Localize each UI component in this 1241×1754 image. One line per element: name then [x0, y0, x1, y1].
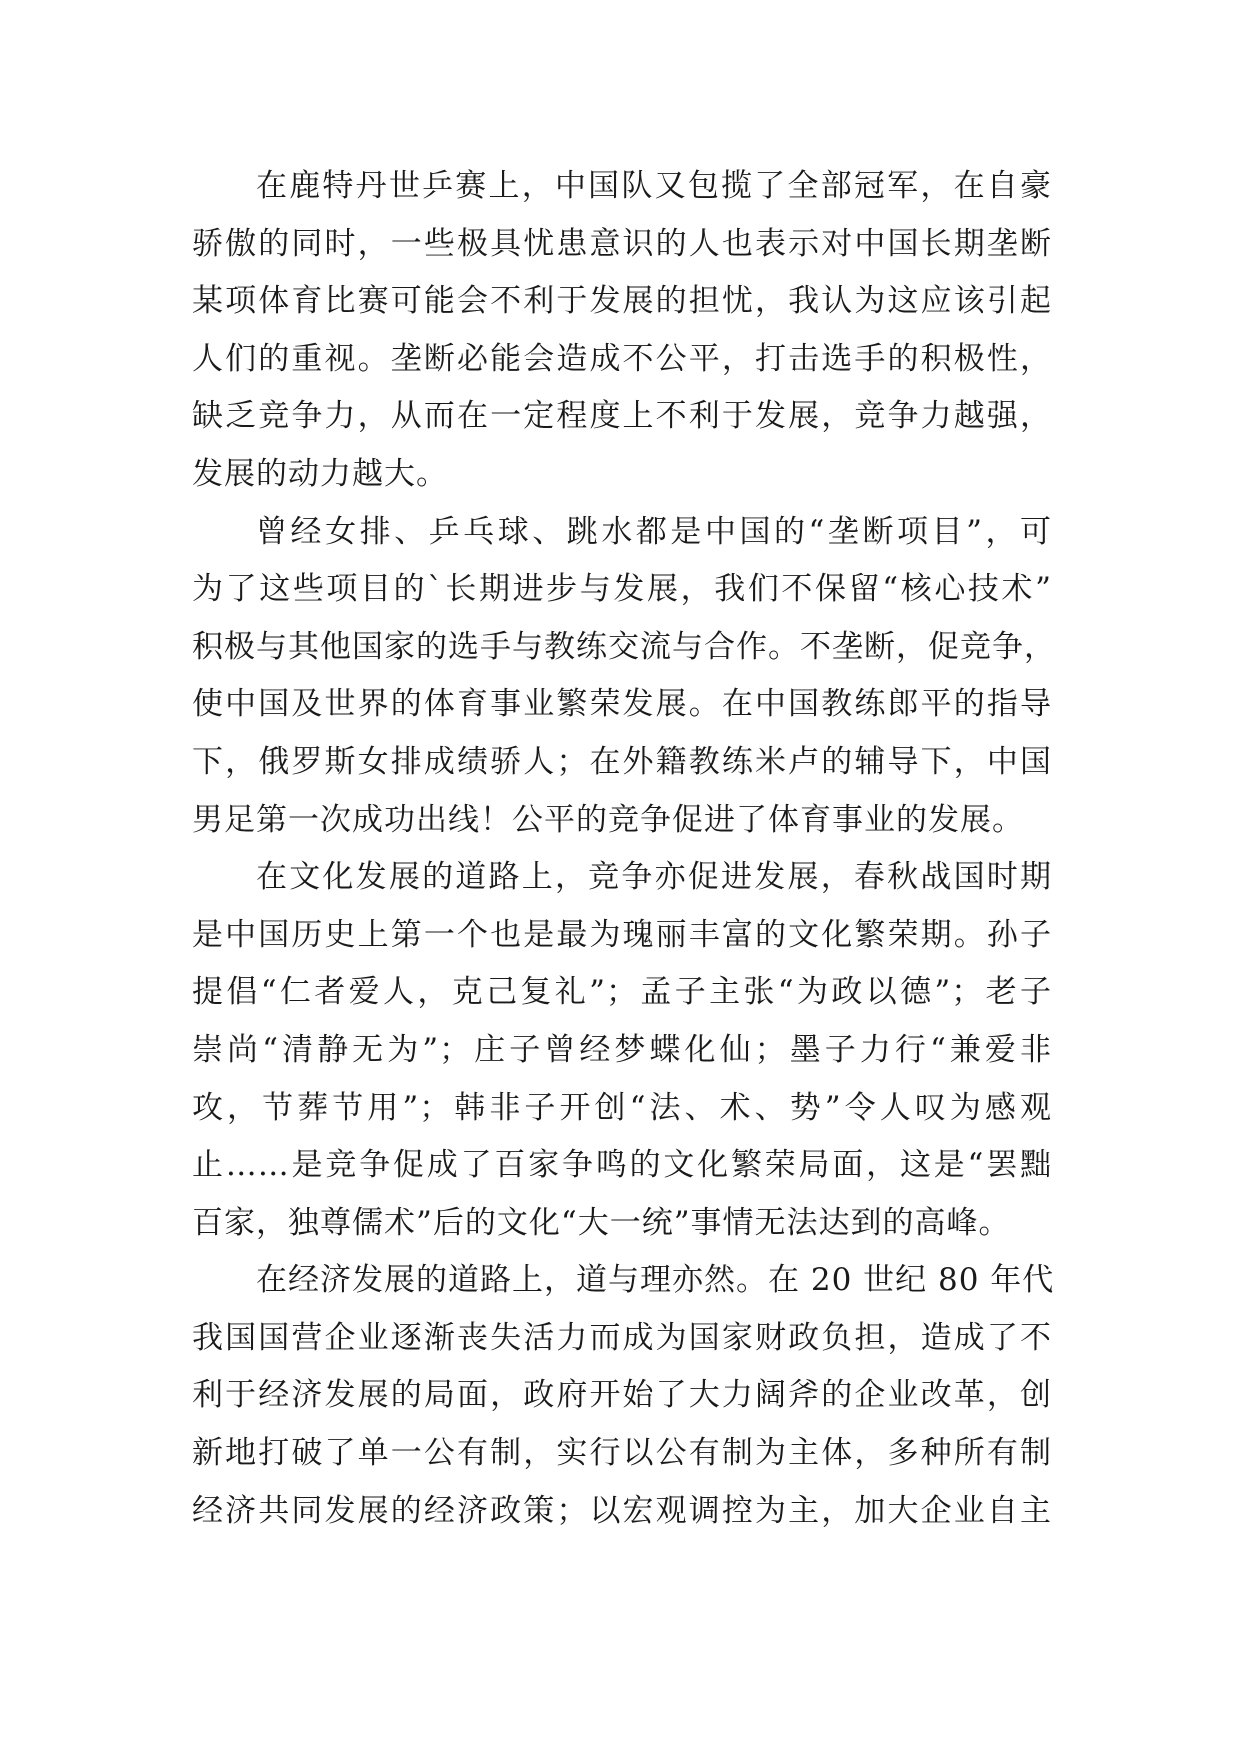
paragraph-line: 发展的动力越大。: [192, 455, 448, 492]
paragraph-line: 我国国营企业逐渐丧失活力而成为国家财政负担，造成了不: [192, 1319, 1052, 1356]
paragraph-line: 为了这些项目的`长期进步与发展，我们不保留“核心技术”: [192, 571, 1052, 608]
paragraph-culture: [192, 849, 1052, 1252]
paragraph-line: 百家，独尊儒术”后的文化“大一统”事情无法达到的高峰。: [192, 1204, 1011, 1241]
paragraph-line: 骄傲的同时，一些极具忧患意识的人也表示对中国长期垄断: [192, 225, 1052, 262]
document-body: [192, 158, 1056, 1540]
paragraph-line: 新地打破了单一公有制，实行以公有制为主体，多种所有制: [192, 1435, 1052, 1472]
paragraph-line: 曾经女排、乒乓球、跳水都是中国的“垄断项目”，可: [256, 513, 1052, 550]
paragraph-line: 人们的重视。垄断必能会造成不公平，打击选手的积极性，: [192, 340, 1052, 377]
paragraph-line: 积极与其他国家的选手与教练交流与合作。不垄断，促竞争，: [192, 628, 1056, 665]
paragraph-line: 攻，节葬节用”；韩非子开创“法、术、势”令人叹为感观: [192, 1089, 1052, 1126]
paragraph-line: 经济共同发展的经济政策；以宏观调控为主，加大企业自主: [192, 1492, 1052, 1529]
paragraph-line: 提倡“仁者爱人，克己复礼”；孟子主张“为政以德”；老子: [192, 974, 1052, 1011]
paragraph-line: 止……是竞争促成了百家争鸣的文化繁荣局面，这是“罢黜: [192, 1147, 1052, 1184]
paragraph-sports-cooperation: [192, 504, 1056, 850]
paragraph-line: 利于经济发展的局面，政府开始了大力阔斧的企业改革，创: [192, 1377, 1052, 1414]
paragraph-line: 在鹿特丹世乒赛上，中国队又包揽了全部冠军，在自豪: [256, 168, 1052, 204]
paragraph-line: 某项体育比赛可能会不利于发展的担忧，我认为这应该引起: [192, 283, 1052, 320]
paragraph-line: 缺乏竞争力，从而在一定程度上不利于发展，竞争力越强，: [192, 398, 1052, 435]
paragraph-line: 下，俄罗斯女排成绩骄人；在外籍教练米卢的辅导下，中国: [192, 743, 1052, 780]
paragraph-line: 在经济发展的道路上，道与理亦然。在 20 世纪 80 年代: [256, 1262, 1055, 1299]
paragraph-line: 男足第一次成功出线！公平的竞争促进了体育事业的发展。: [192, 801, 1024, 838]
paragraph-line: 崇尚“清静无为”；庄子曾经梦蝶化仙；墨子力行“兼爱非: [192, 1031, 1052, 1068]
paragraph-line: 在文化发展的道路上，竞争亦促进发展，春秋战国时期: [256, 859, 1052, 896]
paragraph-line: 是中国历史上第一个也是最为瑰丽丰富的文化繁荣期。孙子: [192, 916, 1052, 953]
paragraph-line: 使中国及世界的体育事业繁荣发展。在中国教练郎平的指导: [192, 686, 1052, 723]
paragraph-economy: [192, 1252, 1055, 1540]
paragraph-table-tennis: [192, 158, 1052, 504]
